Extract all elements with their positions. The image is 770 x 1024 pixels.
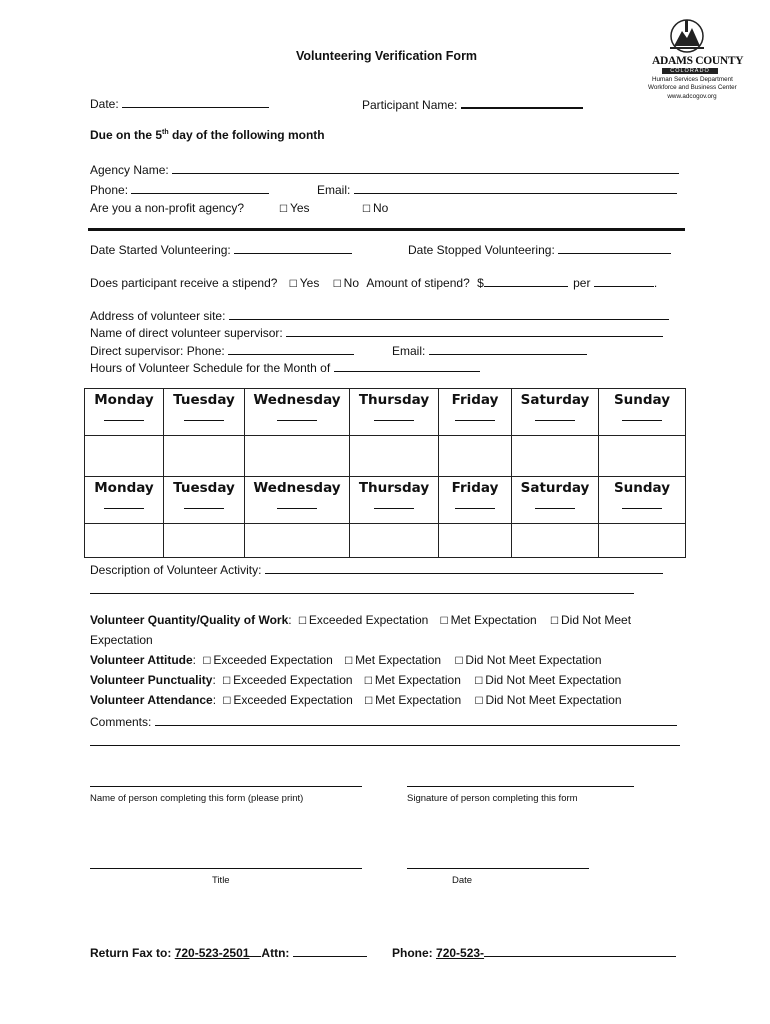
stipend-no-label: No (343, 276, 359, 290)
hours-cell[interactable] (599, 436, 686, 477)
attendance-row (90, 693, 622, 707)
day-cell (245, 389, 350, 436)
date-field[interactable] (122, 95, 269, 108)
hours-blank[interactable] (104, 408, 144, 421)
nonprofit-no-label: No (372, 201, 389, 215)
option-not-met: Did Not Meet Expectation (485, 693, 622, 707)
description-row (90, 561, 663, 577)
date-stopped-field[interactable] (558, 241, 671, 254)
colon: : (212, 673, 216, 687)
return-phone (392, 944, 676, 960)
name-caption: Name of person completing this form (please print) (90, 793, 304, 804)
address-field[interactable] (229, 307, 669, 320)
comments-row (90, 713, 677, 729)
option-not-met: Did Not Meet Expectation (485, 673, 622, 687)
hours-blank[interactable] (184, 408, 224, 421)
phone-field[interactable] (484, 944, 676, 957)
checkbox-icon[interactable]: ☐ (297, 616, 307, 627)
attendance-label: Volunteer Attendance (90, 693, 213, 707)
stipend-question: Does participant receive a stipend? (90, 276, 278, 290)
agency-name-label: Agency Name: (90, 163, 169, 177)
day-label: Monday (94, 392, 154, 408)
hours-month-field[interactable] (334, 359, 480, 372)
supervisor-field[interactable] (286, 324, 663, 337)
hours-blank[interactable] (374, 496, 414, 509)
hours-cell[interactable] (512, 524, 599, 558)
logo-url: www.adcogov.org (667, 93, 717, 100)
comments-line-2[interactable] (90, 745, 680, 746)
phone-label: Phone: (392, 946, 433, 960)
hours-cell[interactable] (439, 524, 512, 558)
colon: : (288, 613, 292, 627)
checkbox-icon[interactable]: ☐ (202, 656, 212, 667)
day-label: Saturday (520, 480, 590, 496)
supervisor-label: Name of direct volunteer supervisor: (90, 326, 283, 340)
agency-email-field[interactable] (354, 181, 677, 194)
adams-county-logo (652, 16, 744, 74)
supervisor-email-field[interactable] (429, 342, 587, 355)
day-label: Thursday (358, 392, 430, 408)
hours-cell[interactable] (512, 436, 599, 477)
checkbox-icon[interactable]: ☐ (362, 204, 371, 215)
fax-gap (249, 944, 261, 957)
date-caption: Date (452, 875, 473, 886)
option-met: Met Expectation (375, 693, 462, 707)
due-note (90, 128, 325, 142)
hours-label: Hours of Volunteer Schedule for the Month of (90, 361, 331, 375)
description-label: Description of Volunteer Activity: (90, 563, 262, 577)
day-label: Tuesday (173, 392, 235, 408)
nonprofit-yes-label: Yes (289, 201, 310, 215)
stipend-row (90, 274, 657, 290)
supervisor-phone-label: Direct supervisor: Phone: (90, 344, 225, 358)
hours-blank[interactable] (277, 496, 317, 509)
agency-name-row (90, 161, 679, 177)
name-print-line[interactable] (90, 786, 362, 787)
day-cell (164, 477, 245, 524)
hours-cell[interactable] (85, 524, 164, 558)
colon: : (212, 693, 217, 707)
option-exceeded: Exceeded Expectation (233, 693, 353, 707)
checkbox-icon[interactable]: ☐ (474, 696, 484, 707)
punctuality-row (90, 673, 621, 687)
title-line[interactable] (90, 868, 362, 869)
stipend-amount-field[interactable] (484, 274, 568, 287)
hours-blank[interactable] (535, 408, 575, 421)
week1-hours-row (85, 436, 686, 477)
day-cell (439, 389, 512, 436)
option-exceeded: Exceeded Expectation (233, 673, 353, 687)
logo-org-name: ADAMS COUNTY (652, 55, 744, 67)
hours-cell[interactable] (164, 436, 245, 477)
hours-cell[interactable] (350, 436, 439, 477)
option-not-met: Did Not Meet Expectation (465, 653, 602, 667)
date-label: Date: (90, 97, 119, 111)
supervisor-phone-row (90, 342, 354, 358)
signature-line[interactable] (407, 786, 634, 787)
option-met: Met Expectation (374, 673, 461, 687)
period-mark: . (653, 276, 658, 290)
checkbox-icon[interactable]: ☐ (363, 676, 373, 687)
day-cell (599, 389, 686, 436)
hours-cell[interactable] (350, 524, 439, 558)
due-note-prefix: Due on the 5 (90, 128, 163, 142)
logo-dept-line2: Workforce and Business Center (648, 84, 737, 91)
comments-label: Comments: (90, 715, 152, 729)
section-divider (88, 228, 685, 231)
quantity-row (90, 613, 631, 627)
agency-phone-label: Phone: (90, 183, 129, 197)
dollar-sign: $ (477, 276, 484, 290)
date-started-row (90, 241, 352, 257)
hours-cell[interactable] (245, 524, 350, 558)
day-label: Monday (94, 480, 154, 496)
participant-label: Participant Name: (362, 98, 458, 112)
week1-header-row (85, 389, 686, 436)
nonprofit-label: Are you a non-profit agency? (90, 201, 245, 215)
quantity-label: Volunteer Quantity/Quality of Work (90, 613, 289, 627)
week2-hours-row (85, 524, 686, 558)
agency-phone-field[interactable] (131, 181, 269, 194)
nonprofit-yes[interactable] (279, 201, 310, 215)
attn-label: Attn: (261, 946, 290, 960)
hours-blank[interactable] (277, 408, 317, 421)
colon: : (192, 653, 197, 667)
day-label: Wednesday (253, 480, 341, 496)
description-field[interactable] (265, 561, 663, 574)
signature-caption: Signature of person completing this form (407, 793, 578, 804)
checkbox-icon[interactable]: ☐ (222, 696, 232, 707)
hours-cell[interactable] (164, 524, 245, 558)
checkbox-icon[interactable]: ☐ (288, 279, 298, 290)
date-stopped-row (408, 241, 671, 257)
agency-email-row (317, 181, 677, 197)
date-started-field[interactable] (234, 241, 352, 254)
supervisor-email-label: Email: (392, 344, 426, 358)
hours-cell[interactable] (439, 436, 512, 477)
day-label: Tuesday (173, 480, 235, 496)
attitude-row (90, 653, 602, 667)
per-label: per (573, 276, 591, 290)
fax-number[interactable]: 720-523-2501 (174, 946, 250, 960)
checkbox-icon[interactable]: ☐ (344, 656, 354, 667)
due-note-sup: th (162, 129, 169, 136)
nonprofit-row (90, 201, 244, 215)
day-label: Wednesday (253, 392, 341, 408)
logo-dept-line1: Human Services Department (652, 76, 733, 83)
quantity-row-wrap: Expectation (90, 633, 153, 647)
hours-blank[interactable] (622, 408, 662, 421)
participant-field[interactable] (461, 95, 583, 109)
checkbox-icon[interactable]: ☐ (474, 676, 484, 687)
title-caption: Title (212, 875, 230, 886)
checkbox-icon[interactable]: ☐ (550, 616, 559, 627)
hours-cell[interactable] (245, 436, 350, 477)
day-label: Friday (451, 392, 499, 408)
logo-state: COLORADO (662, 68, 718, 74)
day-cell (512, 389, 599, 436)
date-row (90, 95, 269, 111)
week2-header-row (85, 477, 686, 524)
day-cell (599, 477, 686, 524)
agency-email-label: Email: (317, 183, 351, 197)
day-cell (350, 389, 439, 436)
day-cell (85, 389, 164, 436)
hours-cell[interactable] (599, 524, 686, 558)
checkbox-icon[interactable]: ☐ (279, 204, 288, 215)
logo-emblem-icon (652, 16, 728, 56)
day-cell (245, 477, 350, 524)
hours-blank[interactable] (374, 408, 414, 421)
day-label: Thursday (358, 480, 430, 496)
checkbox-icon[interactable]: ☐ (332, 279, 342, 290)
stipend-yes-label: Yes (299, 276, 320, 290)
option-exceeded: Exceeded Expectation (213, 653, 333, 667)
checkbox-icon[interactable]: ☐ (364, 696, 374, 707)
supervisor-row (90, 324, 663, 340)
checkbox-icon[interactable]: ☐ (439, 616, 449, 627)
day-label: Sunday (613, 392, 671, 408)
hours-blank[interactable] (455, 496, 495, 509)
hours-blank[interactable] (535, 496, 575, 509)
option-not-met: Did Not Meet (561, 613, 632, 627)
comments-field[interactable] (155, 713, 677, 726)
schedule-table (84, 388, 686, 558)
agency-name-field[interactable] (172, 161, 679, 174)
nonprofit-no[interactable] (362, 201, 388, 215)
option-exceeded: Exceeded Expectation (308, 613, 429, 627)
hours-blank[interactable] (622, 496, 662, 509)
attn-field[interactable] (293, 944, 367, 957)
day-label: Saturday (520, 392, 590, 408)
date-started-label: Date Started Volunteering: (90, 243, 231, 257)
day-label: Friday (451, 480, 499, 496)
agency-phone-row (90, 181, 269, 197)
due-note-suffix: day of the following month (168, 128, 325, 142)
day-label: Sunday (613, 480, 671, 496)
day-cell (512, 477, 599, 524)
description-line-2[interactable] (90, 593, 634, 594)
hours-blank[interactable] (455, 408, 495, 421)
hours-blank[interactable] (184, 496, 224, 509)
punctuality-label: Volunteer Punctuality (90, 673, 213, 687)
supervisor-email-row (392, 342, 587, 358)
stipend-amount-label: Amount of stipend? (366, 276, 470, 290)
address-label: Address of volunteer site: (90, 309, 226, 323)
address-row (90, 307, 669, 323)
day-cell (164, 389, 245, 436)
option-met: Met Expectation (450, 613, 537, 627)
day-cell (85, 477, 164, 524)
checkbox-icon[interactable]: ☐ (222, 676, 232, 687)
fax-label: Return Fax to: (90, 946, 172, 960)
day-cell (439, 477, 512, 524)
phone-number[interactable]: 720-523- (436, 946, 485, 960)
hours-row (90, 359, 480, 375)
attitude-label: Volunteer Attitude (90, 653, 193, 667)
stipend-period-field[interactable] (594, 274, 654, 287)
hours-blank[interactable] (104, 496, 144, 509)
supervisor-phone-field[interactable] (228, 342, 354, 355)
option-met: Met Expectation (355, 653, 442, 667)
participant-row (362, 95, 583, 112)
date-line[interactable] (407, 868, 589, 869)
form-title: Volunteering Verification Form (296, 49, 478, 63)
return-fax (90, 944, 367, 960)
date-stopped-label: Date Stopped Volunteering: (408, 243, 555, 257)
hours-cell[interactable] (85, 436, 164, 477)
day-cell (350, 477, 439, 524)
checkbox-icon[interactable]: ☐ (454, 656, 464, 667)
